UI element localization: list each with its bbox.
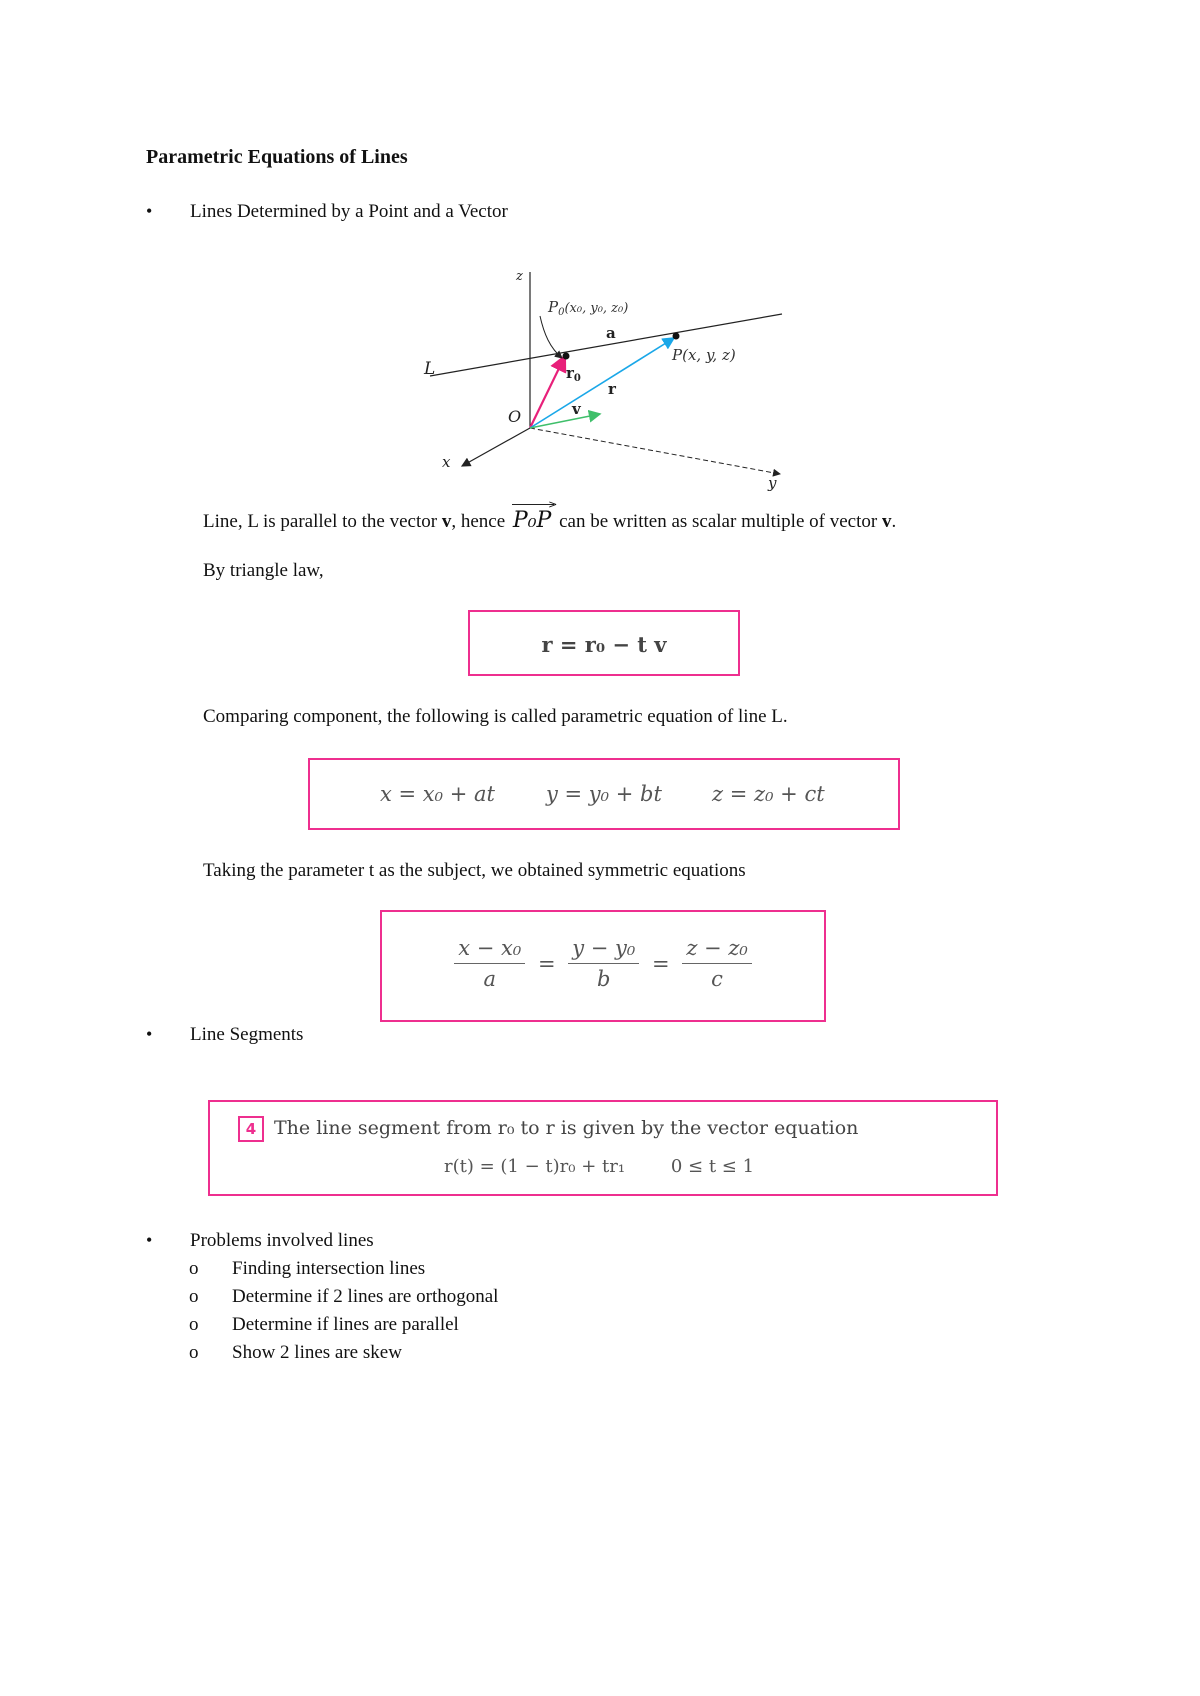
line-segment-box <box>208 1100 998 1196</box>
parametric-intro-text: Comparing component, the following is called parametric equation of line L. <box>203 706 788 727</box>
problem-item <box>189 1342 789 1368</box>
sub-bullet-symbol: o <box>189 1286 199 1307</box>
line-vector-diagram <box>410 262 790 494</box>
equals-sign: = <box>652 951 670 976</box>
text-segment: Line, L is parallel to the vector <box>203 511 442 532</box>
fraction-z: $\frac{\text{z − z₀}}{c}$ <box>682 936 752 991</box>
fraction-y: $\frac{\text{y − y₀}}{b}$ <box>568 936 639 991</box>
text-segment: . <box>891 511 897 532</box>
page-title: Parametric Equations of Lines <box>146 146 408 168</box>
parametric-equations-box <box>308 758 900 830</box>
segment-statement <box>238 1116 858 1142</box>
y-axis <box>530 428 780 474</box>
segment-equation: r(t) = (1 − t)r₀ + tr₁ 0 ≤ t ≤ 1 <box>444 1156 755 1177</box>
problem-item <box>189 1314 789 1340</box>
y-label: y <box>768 474 777 492</box>
segment-statement-text: The line segment from r₀ to r is given by the vector equation <box>274 1117 859 1139</box>
a-label: a <box>606 324 616 342</box>
problem-text: Determine if lines are parallel <box>232 1314 459 1335</box>
text-segment: can be written as scalar multiple of vector <box>554 511 882 532</box>
vector-equation-box <box>468 610 740 676</box>
bullet-symbol: • <box>146 201 153 221</box>
parametric-z: z = z₀ + ct <box>712 782 825 806</box>
problem-item <box>189 1258 789 1284</box>
equals-sign: = <box>537 951 556 976</box>
sub-bullet-symbol: o <box>189 1342 199 1363</box>
vector-equation: r = r₀ − t v <box>541 632 667 657</box>
sub-bullet-symbol: o <box>189 1258 199 1279</box>
line-l-label: L <box>424 359 436 379</box>
symmetric-intro-text: Taking the parameter t as the subject, we obtained symmetric equations <box>203 860 746 881</box>
vector-v-text: v <box>441 511 452 532</box>
vector-p0p: > P₀P <box>512 498 558 533</box>
problem-text: Finding intersection lines <box>232 1258 426 1279</box>
problem-item <box>189 1286 789 1312</box>
bullet-problems <box>146 1230 646 1256</box>
point-p0 <box>563 353 570 360</box>
symmetric-equations-box <box>380 910 826 1022</box>
vector-v-text: v <box>881 511 892 532</box>
bullet-symbol: • <box>146 1230 153 1250</box>
origin-label: O <box>508 407 522 426</box>
problem-text: Show 2 lines are skew <box>232 1342 402 1363</box>
x-axis <box>462 428 530 466</box>
problem-text: Determine if 2 lines are orthogonal <box>232 1286 499 1307</box>
v-label: v <box>572 400 581 418</box>
bullet-line-segments <box>146 1024 546 1050</box>
fraction-x: $\frac{\text{x − x₀}}{a}$ <box>454 936 525 991</box>
z-label: z <box>516 269 523 284</box>
bullet-symbol: • <box>146 1024 153 1044</box>
symmetric-equations <box>382 936 824 991</box>
r0-label: $r_0$ <box>566 364 581 384</box>
bullet-label: Line Segments <box>190 1024 304 1045</box>
sub-bullet-symbol: o <box>189 1314 199 1335</box>
x-label: x <box>442 453 451 471</box>
bullet-label: Problems involved lines <box>190 1230 374 1251</box>
p-label: P(x, y, z) <box>672 346 736 364</box>
theorem-number: 4 <box>238 1116 264 1142</box>
text-segment: , hence <box>451 511 510 532</box>
bullet-lines-point-vector <box>146 201 846 227</box>
bullet-label: Lines Determined by a Point and a Vector <box>190 201 508 222</box>
point-p <box>673 333 680 340</box>
triangle-law-text: By triangle law, <box>203 560 324 581</box>
p0-label: $P_0(x_0$, y₀, z₀) <box>548 298 629 318</box>
parallel-statement <box>203 498 897 533</box>
r-label: r <box>608 380 616 398</box>
p0-pointer <box>540 316 562 358</box>
parametric-x: x = x₀ + at <box>380 782 495 806</box>
parametric-y: y = y₀ + bt <box>546 782 662 806</box>
